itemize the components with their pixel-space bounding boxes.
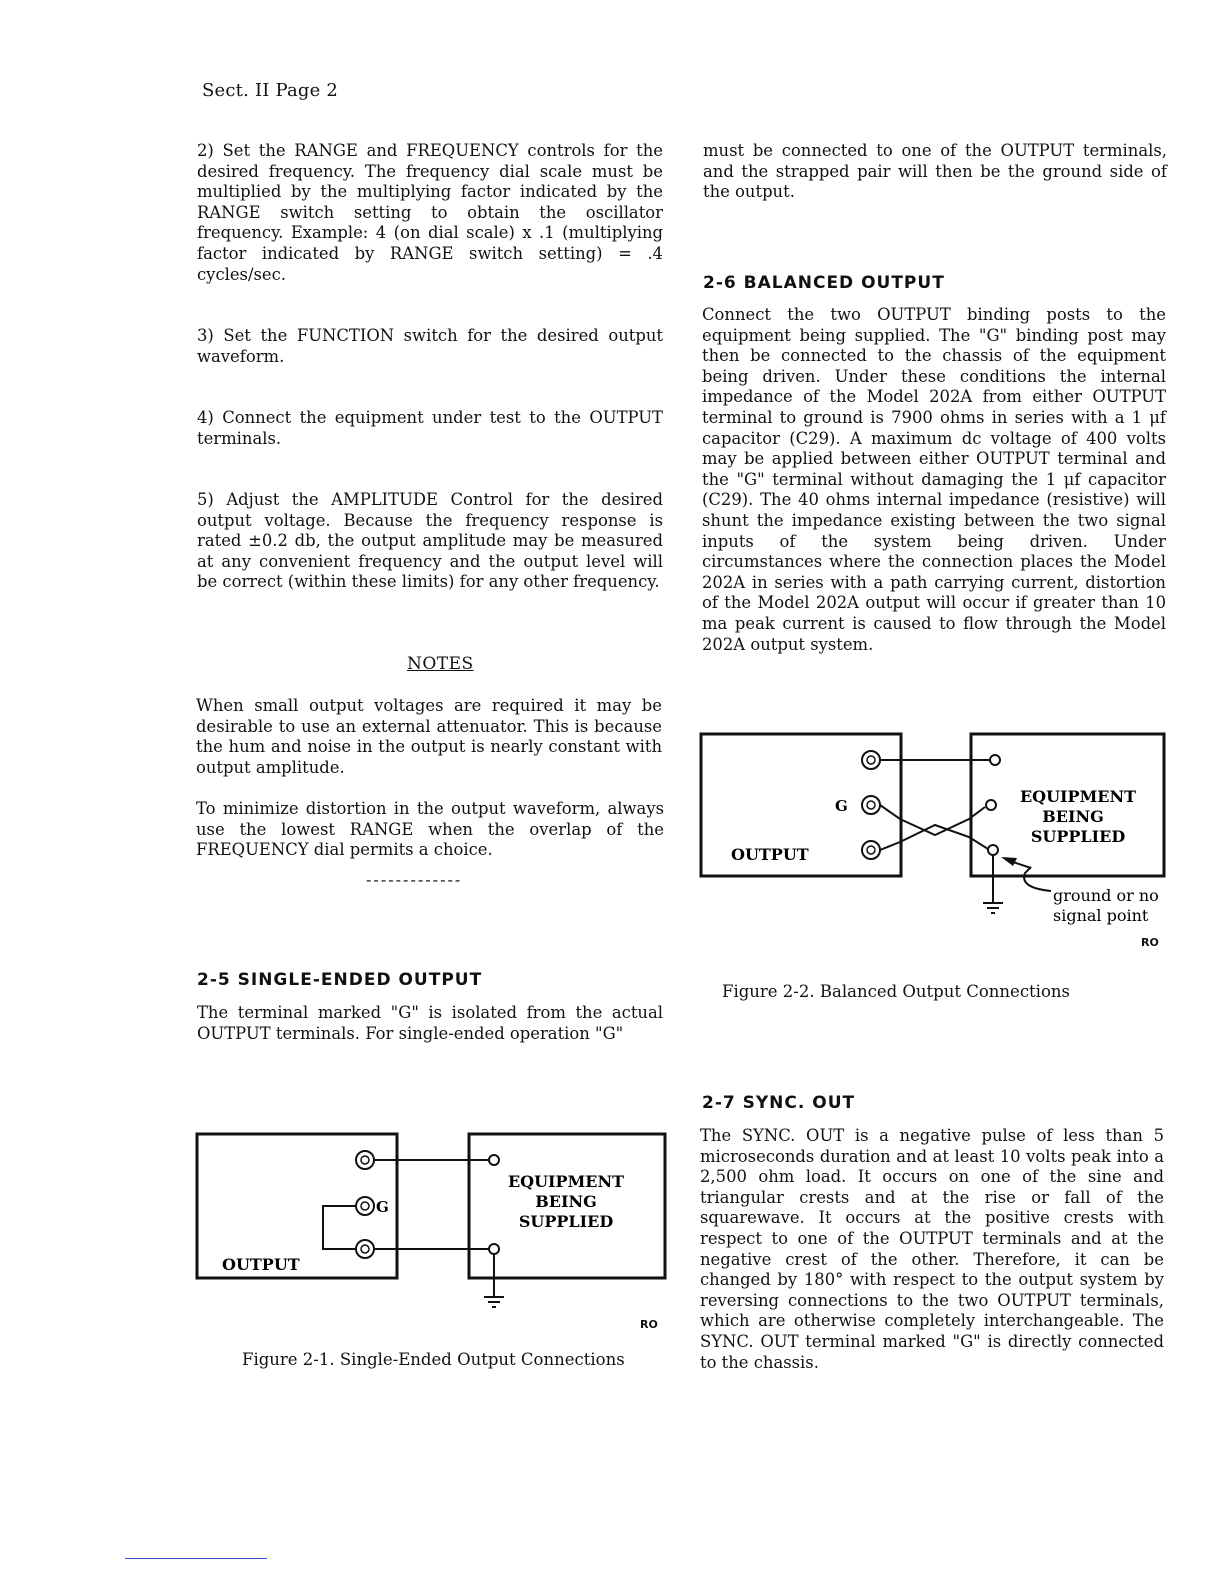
fig2-input-bottom [988,845,998,855]
figure-2-2-caption: Figure 2-2. Balanced Output Connections [722,982,1070,1001]
fig1-input-bottom [489,1244,499,1254]
fig1-terminal-top [356,1151,374,1169]
notes-title: NOTES [407,654,474,674]
fig2-output-label: OUTPUT [731,845,809,864]
note-1-paragraph: When small output voltages are required it may be desirable to use an external attenuator. This is because the hum and noise in the output is nearly constant with output amplitude. [196,696,662,777]
fig2-ground-line2: signal point [1053,906,1149,925]
section-2-7-heading: 2-7 SYNC. OUT [702,1093,856,1113]
fig1-input-top [489,1155,499,1165]
fig1-output-label: OUTPUT [222,1255,300,1274]
section-divider: ------------- [366,870,463,889]
fig1-ground-symbol [484,1297,504,1307]
fig2-equipment-line3: SUPPLIED [1030,827,1126,846]
figure-2-1-caption: Figure 2-1. Single-Ended Output Connections [242,1350,625,1369]
fig1-equipment-line2: BEING [535,1192,597,1211]
fig1-terminal-g [356,1197,374,1215]
step-2-paragraph: 2) Set the RANGE and FREQUENCY controls for the desired frequency. The frequency dial scale must be multiplied by the multiplying factor indicated by the RANGE switch setting to obtain the oscillator frequency. Example: 4 (on dial scale) x .1 (multiplying factor indicated by RANGE switch setting) = .4 cycles/sec. [197,141,663,284]
figure-2-1-diagram [190,1125,670,1315]
section-2-7-paragraph: The SYNC. OUT is a negative pulse of less than 5 microseconds duration and at least 10 volts peak into a 2,500 ohm load. It occurs on one of the sine and triangular crests and at the rise or fall of the squarewave. It occurs at the positive crests with respect to one of the OUTPUT terminals and at the negative crest of the other. Therefore, it can be changed by 180° with respect to the output system by reversing connections to the two OUTPUT terminals, which are otherwise completely interchangeable. The SYNC. OUT terminal marked "G" is directly connected to the chassis. [700,1126,1164,1372]
fig1-equipment-line3: SUPPLIED [518,1212,614,1231]
fig2-terminal-top [862,751,880,769]
continued-paragraph: must be connected to one of the OUTPUT terminals, and the strapped pair will then be the ground side of the output. [703,141,1167,202]
step-3-paragraph: 3) Set the FUNCTION switch for the desired output waveform. [197,326,663,366]
fig2-equipment-line1: EQUIPMENT [1019,787,1137,806]
bottom-rule [125,1558,267,1559]
fig2-input-top [990,755,1000,765]
section-2-6-heading: 2-6 BALANCED OUTPUT [703,273,945,293]
fig1-strap [323,1206,356,1249]
section-2-6-paragraph: Connect the two OUTPUT binding posts to the equipment being supplied. The "G" binding post may then be connected to the chassis of the equipment being driven. Under these conditions the internal impedance of the Model 202A from either OUTPUT terminal to ground is 7900 ohms in series with a 1 μf capacitor (C29). A maximum dc voltage of 400 volts may be applied between either OUTPUT terminal and the "G" terminal without damaging the 1 μf capacitor (C29). The 40 ohms internal impedance (resistive) will shunt the impedance existing between the two signal inputs of the system being driven. Under circumstances where the connection places the Model 202A in series with a path carrying current, distortion of the Model 202A output will occur if greater than 10 ma peak current is caused to flow through the Model 202A output system. [702,305,1166,654]
step-4-paragraph: 4) Connect the equipment under test to the OUTPUT terminals. [197,408,663,448]
fig2-terminal-g [862,796,880,814]
fig2-equipment-line2: BEING [1042,807,1104,826]
fig2-pointer-arrow [1024,867,1051,891]
page-header: Sect. II Page 2 [202,80,339,101]
fig2-ground-symbol [983,903,1003,913]
fig2-ground-line1: ground or no [1053,886,1159,905]
note-2-paragraph: To minimize distortion in the output waveform, always use the lowest RANGE when the overlap of the FREQUENCY dial permits a choice. [196,799,664,860]
fig1-terminal-bottom [356,1240,374,1258]
fig2-terminal-bottom [862,841,880,859]
figure-2-2-diagram [695,725,1170,930]
fig1-code: RO [640,1318,658,1331]
fig2-code: RO [1141,936,1159,949]
fig2-input-middle [986,800,996,810]
section-2-5-paragraph: The terminal marked "G" is isolated from the actual OUTPUT terminals. For single-ended operation "G" [197,1003,663,1043]
fig2-g-label: G [835,797,848,815]
section-2-5-heading: 2-5 SINGLE-ENDED OUTPUT [197,970,483,990]
step-5-paragraph: 5) Adjust the AMPLITUDE Control for the desired output voltage. Because the frequency response is rated ±0.2 db, the output amplitude may be measured at any convenient frequency and the output level will be correct (within these limits) for any other frequency. [197,490,663,592]
fig1-equipment-line1: EQUIPMENT [507,1172,625,1191]
fig1-g-label: G [376,1198,389,1216]
